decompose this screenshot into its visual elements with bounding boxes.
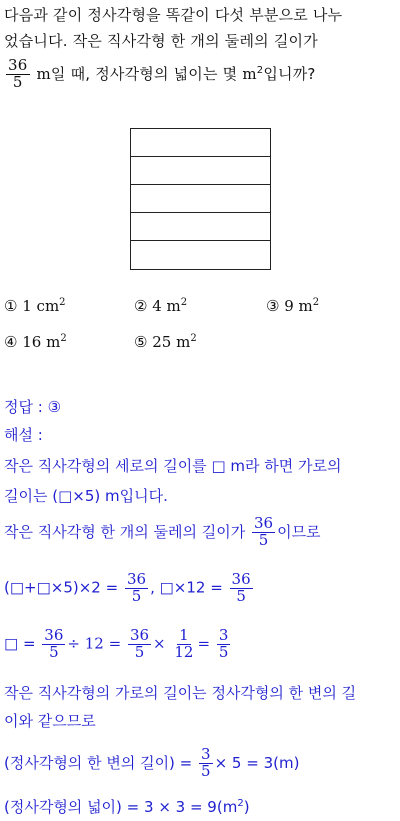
strip xyxy=(131,213,270,241)
strip xyxy=(131,129,270,157)
option-1[interactable]: ① 1 $cm^2$ xyxy=(4,297,66,315)
explanation-line-6: 작은 직사각형의 가로의 길이는 정사각형의 한 변의 길 xyxy=(4,684,357,702)
explanation-line-3: 작은 직사각형 한 개의 둘레의 길이가 $\frac{36}{5}$ 이므로 xyxy=(4,514,321,549)
explanation-line-7: 이와 같으므로 xyxy=(4,712,96,730)
question-line-2: 었습니다. 작은 직사각형 한 개의 둘레의 길이가 xyxy=(4,32,318,50)
option-4[interactable]: ④ 16 $m^2$ xyxy=(4,333,67,351)
answer-label: 정답 : ③ xyxy=(4,398,62,416)
explanation-line-2: 길이는 (□×5) m입니다. xyxy=(4,487,168,505)
strip xyxy=(131,185,270,213)
divided-square-figure xyxy=(130,128,271,270)
question-text xyxy=(4,2,396,91)
explanation-line-9: (정사각형의 넓이) = $3 \times 3 = 9(m^2)$ xyxy=(4,798,250,816)
explanation-line-5: □ = $\frac{36}{5}$ ÷ 12 = $\frac{36}{5}$ × $\frac{1}{12}$ = $\frac{3}{5}$ xyxy=(4,626,229,661)
option-5[interactable]: ⑤ 25 $m^2$ xyxy=(134,333,197,351)
strip xyxy=(131,157,270,185)
explanation-line-1: 작은 직사각형의 세로의 길이를 □ m라 하면 가로의 xyxy=(4,457,342,475)
strip xyxy=(131,241,270,269)
option-2[interactable]: ② 4 $m^2$ xyxy=(134,297,188,315)
question-line-1: 다음과 같이 정사각형을 똑같이 다섯 부분으로 나누 xyxy=(4,6,343,24)
question-line-3: $\frac{36}{5}$ m일 때, 정사각형의 넓이는 몇 $m^2$입니까? xyxy=(8,56,316,91)
option-3[interactable]: ③ 9 $m^2$ xyxy=(266,297,320,315)
explanation-line-8: (정사각형의 한 변의 길이) = $\frac{3}{5}$ × 5 = 3(m) xyxy=(4,745,300,780)
explanation-label: 해설 : xyxy=(4,426,43,444)
question-fraction: $\frac{36}{5}$ xyxy=(8,56,28,91)
explanation-line-4: (□+□×5)×2 = $\frac{36}{5}$ , □×12 = $\frac{36}{5}$ xyxy=(4,570,251,605)
